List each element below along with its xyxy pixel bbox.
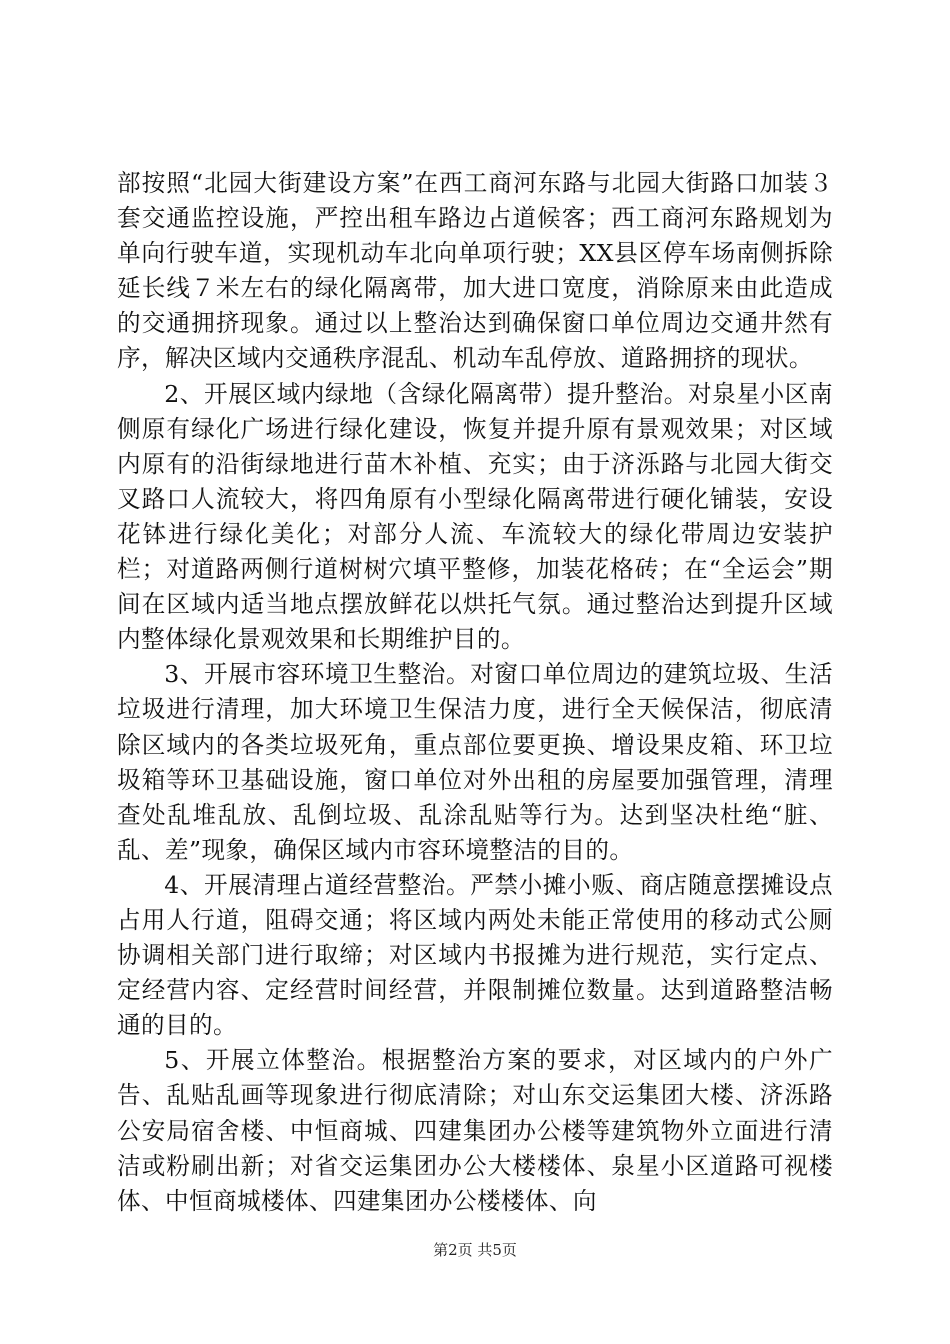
- paragraph-item-3: 3、开展市容环境卫生整治。对窗口单位周边的建筑垃圾、生活垃圾进行清理，加大环境卫生保洁力度，进行全天候保洁，彻底清除区域内的各类垃圾死角，重点部位要更换、增设果皮箱、环卫垃圾箱等环卫基础设施，窗口单位对外出租的房屋要加强管理，清理查处乱堆乱放、乱倒垃圾、乱涂乱贴等行为。达到坚决杜绝“脏、乱、差”现象，确保区域内市容环境整洁的目的。: [117, 660, 833, 864]
- document-body: [117, 166, 833, 1219]
- paragraph-item-5: 5、开展立体整治。根据整治方案的要求，对区域内的户外广告、乱贴乱画等现象进行彻底清除；对山东交运集团大楼、济泺路公安局宿舍楼、中恒商城、四建集团办公楼等建筑物外立面进行清洁或粉刷出新；对省交运集团办公大楼楼体、泉星小区道路可视楼体、中恒商城楼体、四建集团办公楼楼体、向: [117, 1046, 833, 1215]
- page-number-footer: 第2页 共5页: [433, 1241, 517, 1259]
- paragraph-item-4: 4、开展清理占道经营整治。严禁小摊小贩、商店随意摆摊设点占用人行道，阻碍交通；将区域内两处未能正常使用的移动式公厕协调相关部门进行取缔；对区域内书报摊为进行规范，实行定点、定经营内容、定经营时间经营，并限制摊位数量。达到道路整洁畅通的目的。: [117, 870, 833, 1040]
- paragraph-item-2: 2、开展区域内绿地（含绿化隔离带）提升整治。对泉星小区南侧原有绿化广场进行绿化建设，恢复并提升原有景观效果；对区域内原有的沿街绿地进行苗木补植、充实；由于济泺路与北园大街交叉路口人流较大，将四角原有小型绿化隔离带进行硬化铺装，安设花钵进行绿化美化；对部分人流、车流较大的绿化带周边安装护栏；对道路两侧行道树树穴填平整修，加装花格砖；在“全运会”期间在区域内适当地点摆放鲜花以烘托气氛。通过整治达到提升区域内整体绿化景观效果和长期维护目的。: [117, 379, 833, 654]
- paragraph-continuation: 部按照“北园大街建设方案”在西工商河东路与北园大街路口加装３套交通监控设施，严控出租车路边占道候客；西工商河东路规划为单向行驶车道，实现机动车北向单项行驶；XX县区停车场南侧拆除延长线７米左右的绿化隔离带，加大进口宽度，消除原来由此造成的交通拥挤现象。通过以上整治达到确保窗口单位周边交通井然有序，解决区域内交通秩序混乱、机动车乱停放、道路拥挤的现状。: [117, 169, 833, 373]
